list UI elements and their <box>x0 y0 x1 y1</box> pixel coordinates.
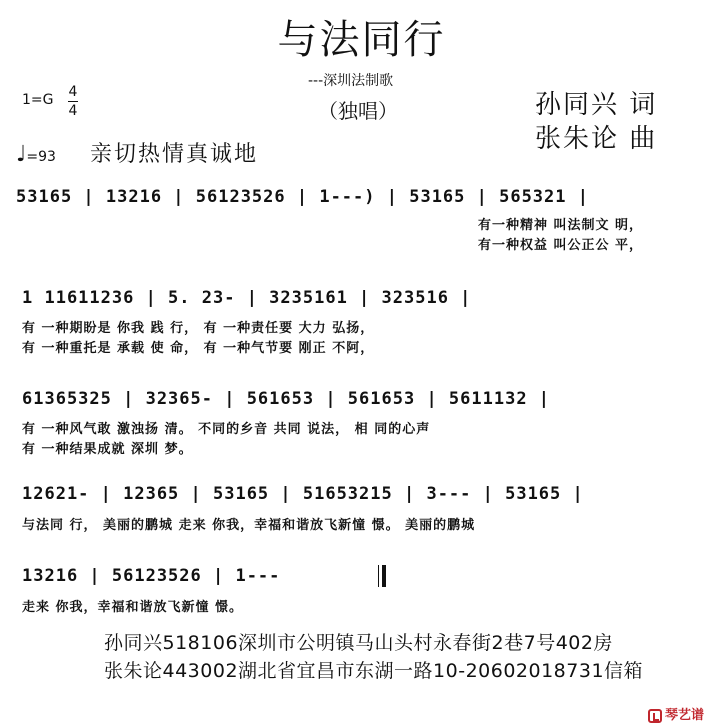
music-line-3: 61365325 | 32365- | 561653 | 561653 | 5611132 | <box>22 389 551 409</box>
lyricist-address: 孙同兴518106深圳市公明镇马山头村永春街2巷7号402房 <box>104 632 613 654</box>
lyric-line-1b: 有一种权益 叫公正公 平， <box>478 238 644 253</box>
music-line-4: 12621- | 12365 | 53165 | 51653215 | 3--- | 53165 | <box>22 484 584 504</box>
song-subtitle: ---深圳法制歌 <box>308 73 394 89</box>
tempo-value: =93 <box>26 149 56 165</box>
watermark-logo <box>648 704 704 723</box>
watermark-text: 琴艺谱 <box>665 708 705 723</box>
time-signature-bottom: 4 <box>68 103 78 119</box>
composer-address: 张朱论443002湖北省宜昌市东湖一路10-20602018731信箱 <box>104 660 644 682</box>
time-signature-top: 4 <box>68 84 78 100</box>
tempo-marking <box>16 142 56 167</box>
lyric-line-5: 走来 你我，幸福和谐放飞新憧 憬。 <box>22 600 244 615</box>
lyric-line-3a: 有 一种风气敢 激浊扬 清。 不同的乡音 共同 说法， 相 同的心声 <box>22 422 431 437</box>
music-line-1: 53165 | 13216 | 56123526 | 1---) | 53165 | 565321 | <box>16 187 589 207</box>
lyric-line-3b: 有 一种结果成就 深圳 梦。 <box>22 442 193 457</box>
key-signature: 1=G <box>22 92 54 108</box>
music-line-5: 13216 | 56123526 | 1--- <box>22 566 281 586</box>
performance-style: （独唱） <box>318 99 398 123</box>
composer-credit: 张朱论 曲 <box>535 124 658 154</box>
lyric-line-4: 与法同 行， 美丽的鹏城 走来 你我，幸福和谐放飞新憧 憬。 美丽的鹏城 <box>22 518 476 533</box>
lyricist-credit: 孙同兴 词 <box>535 90 658 120</box>
lyric-line-1a: 有一种精神 叫法制文 明， <box>478 218 644 233</box>
lyric-line-2a: 有 一种期盼是 你我 践 行， 有 一种责任要 大力 弘扬， <box>22 321 375 336</box>
music-line-2: 1 11611236 | 5. 23- | 3235161 | 323516 | <box>22 288 472 308</box>
quarter-note-icon: ♩ <box>16 142 27 167</box>
logo-icon <box>648 709 662 723</box>
final-barline <box>378 565 386 587</box>
expression-marking: 亲切热情真诚地 <box>90 142 259 167</box>
lyric-line-2b: 有 一种重托是 承载 使 命， 有 一种气节要 刚正 不阿， <box>22 341 375 356</box>
song-title: 与法同行 <box>277 17 446 63</box>
time-signature <box>68 84 78 119</box>
